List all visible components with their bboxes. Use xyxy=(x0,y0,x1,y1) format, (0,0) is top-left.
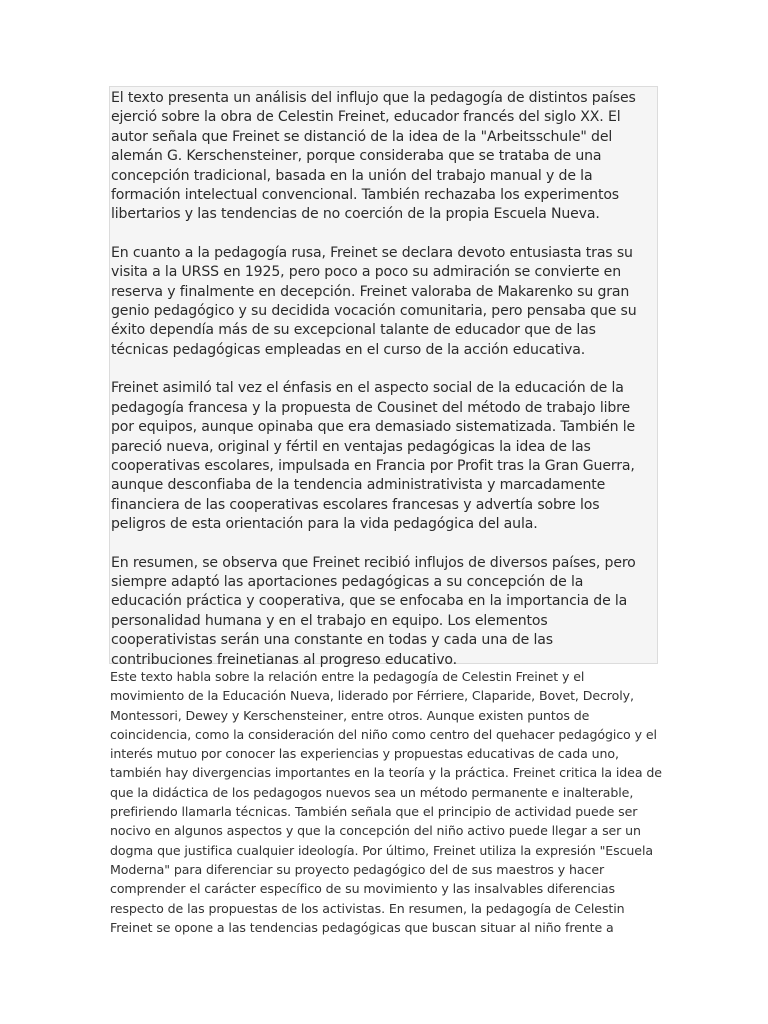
paragraph-new-education: Este texto habla sobre la relación entre la pedagogía de Celestin Freinet y el movimiento de la Educación Nueva, liderado por Férriere, Claparide, Bovet, Decroly, Montessori, Dewey y Kerschensteiner, entre otros. Aunque existen puntos de coincidencia, como la consideración del niño como centro del quehacer pedagógico y el interés mutuo por conocer las experiencias y propuestas educativas de cada uno, también hay divergencias importantes en la teoría y la práctica. Freinet critica la idea de que la didáctica de los pedagogos nuevos sea un método permanente e inalterable, prefiriendo llamarla técnicas. También señala que el principio de actividad puede ser nocivo en algunos aspectos y que la concepción del niño activo puede llegar a ser un dogma que justifica cualquier ideología. Por último, Freinet utiliza la expresión "Escuela Moderna" para diferenciar su proyecto pedagógico del de sus maestros y hacer comprender el carácter específico de su movimiento y las insalvables diferencias respecto de las propuestas de los activistas. En resumen, la pedagogía de Celestin Freinet se opone a las tendencias pedagógicas que buscan situar al niño frente a xyxy=(110,669,662,935)
paragraph-russian-pedagogy: En cuanto a la pedagogía rusa, Freinet se declara devoto entusiasta tras su visita a la URSS en 1925, pero poco a poco su admiración se convierte en reserva y finalmente en decepción. Freinet valoraba de Makarenko su gran genio pedagógico y su decidida vocación comunitaria, pero pensaba que su éxito dependía más de su excepcional talante de educador que de las técnicas pedagógicas empleadas en el curso de la acción educativa. xyxy=(111,244,637,358)
paragraph-arbeitsschule: El texto presenta un análisis del influjo que la pedagogía de distintos países ejerció sobre la obra de Celestin Freinet, educador francés del siglo XX. El autor señala que Freinet se distanció de la idea de la "Arbeitsschule" del alemán G. Kerschensteiner, porque consideraba que se trataba de una concepción tradicional, basada en la unión del trabajo manual y de la formación intelectual convencional. También rechazaba los experimentos libertarios y las tendencias de no coerción de la propia Escuela Nueva. xyxy=(111,90,636,223)
paragraph-french-pedagogy: Freinet asimiló tal vez el énfasis en el aspecto social de la educación de la pedagogía francesa y la propuesta de Cousinet del método de trabajo libre por equipos, aunque opinaba que era demasiado sistematizada. También le pareció nueva, original y fértil en ventajas pedagógicas la idea de las cooperativas escolares, impulsada en Francia por Profit tras la Gran Guerra, aunque desconfiaba de la tendencia administrativista y marcadamente financiera de las cooperativas escolares francesas y advertía sobre los peligros de esta orientación para la vida pedagógica del aula. xyxy=(111,380,636,533)
paragraph-summary: En resumen, se observa que Freinet recibió influjos de diversos países, pero siempre adaptó las aportaciones pedagógicas a su concepción de la educación práctica y cooperativa, que se enfocaba en la importancia de la personalidad humana y en el trabajo en equipo. Los elementos cooperativistas serán una constante en todas y cada una de las contribuciones freinetianas al progreso educativo. xyxy=(111,554,636,668)
body-text-block xyxy=(110,667,662,937)
summary-text-box xyxy=(109,86,658,668)
